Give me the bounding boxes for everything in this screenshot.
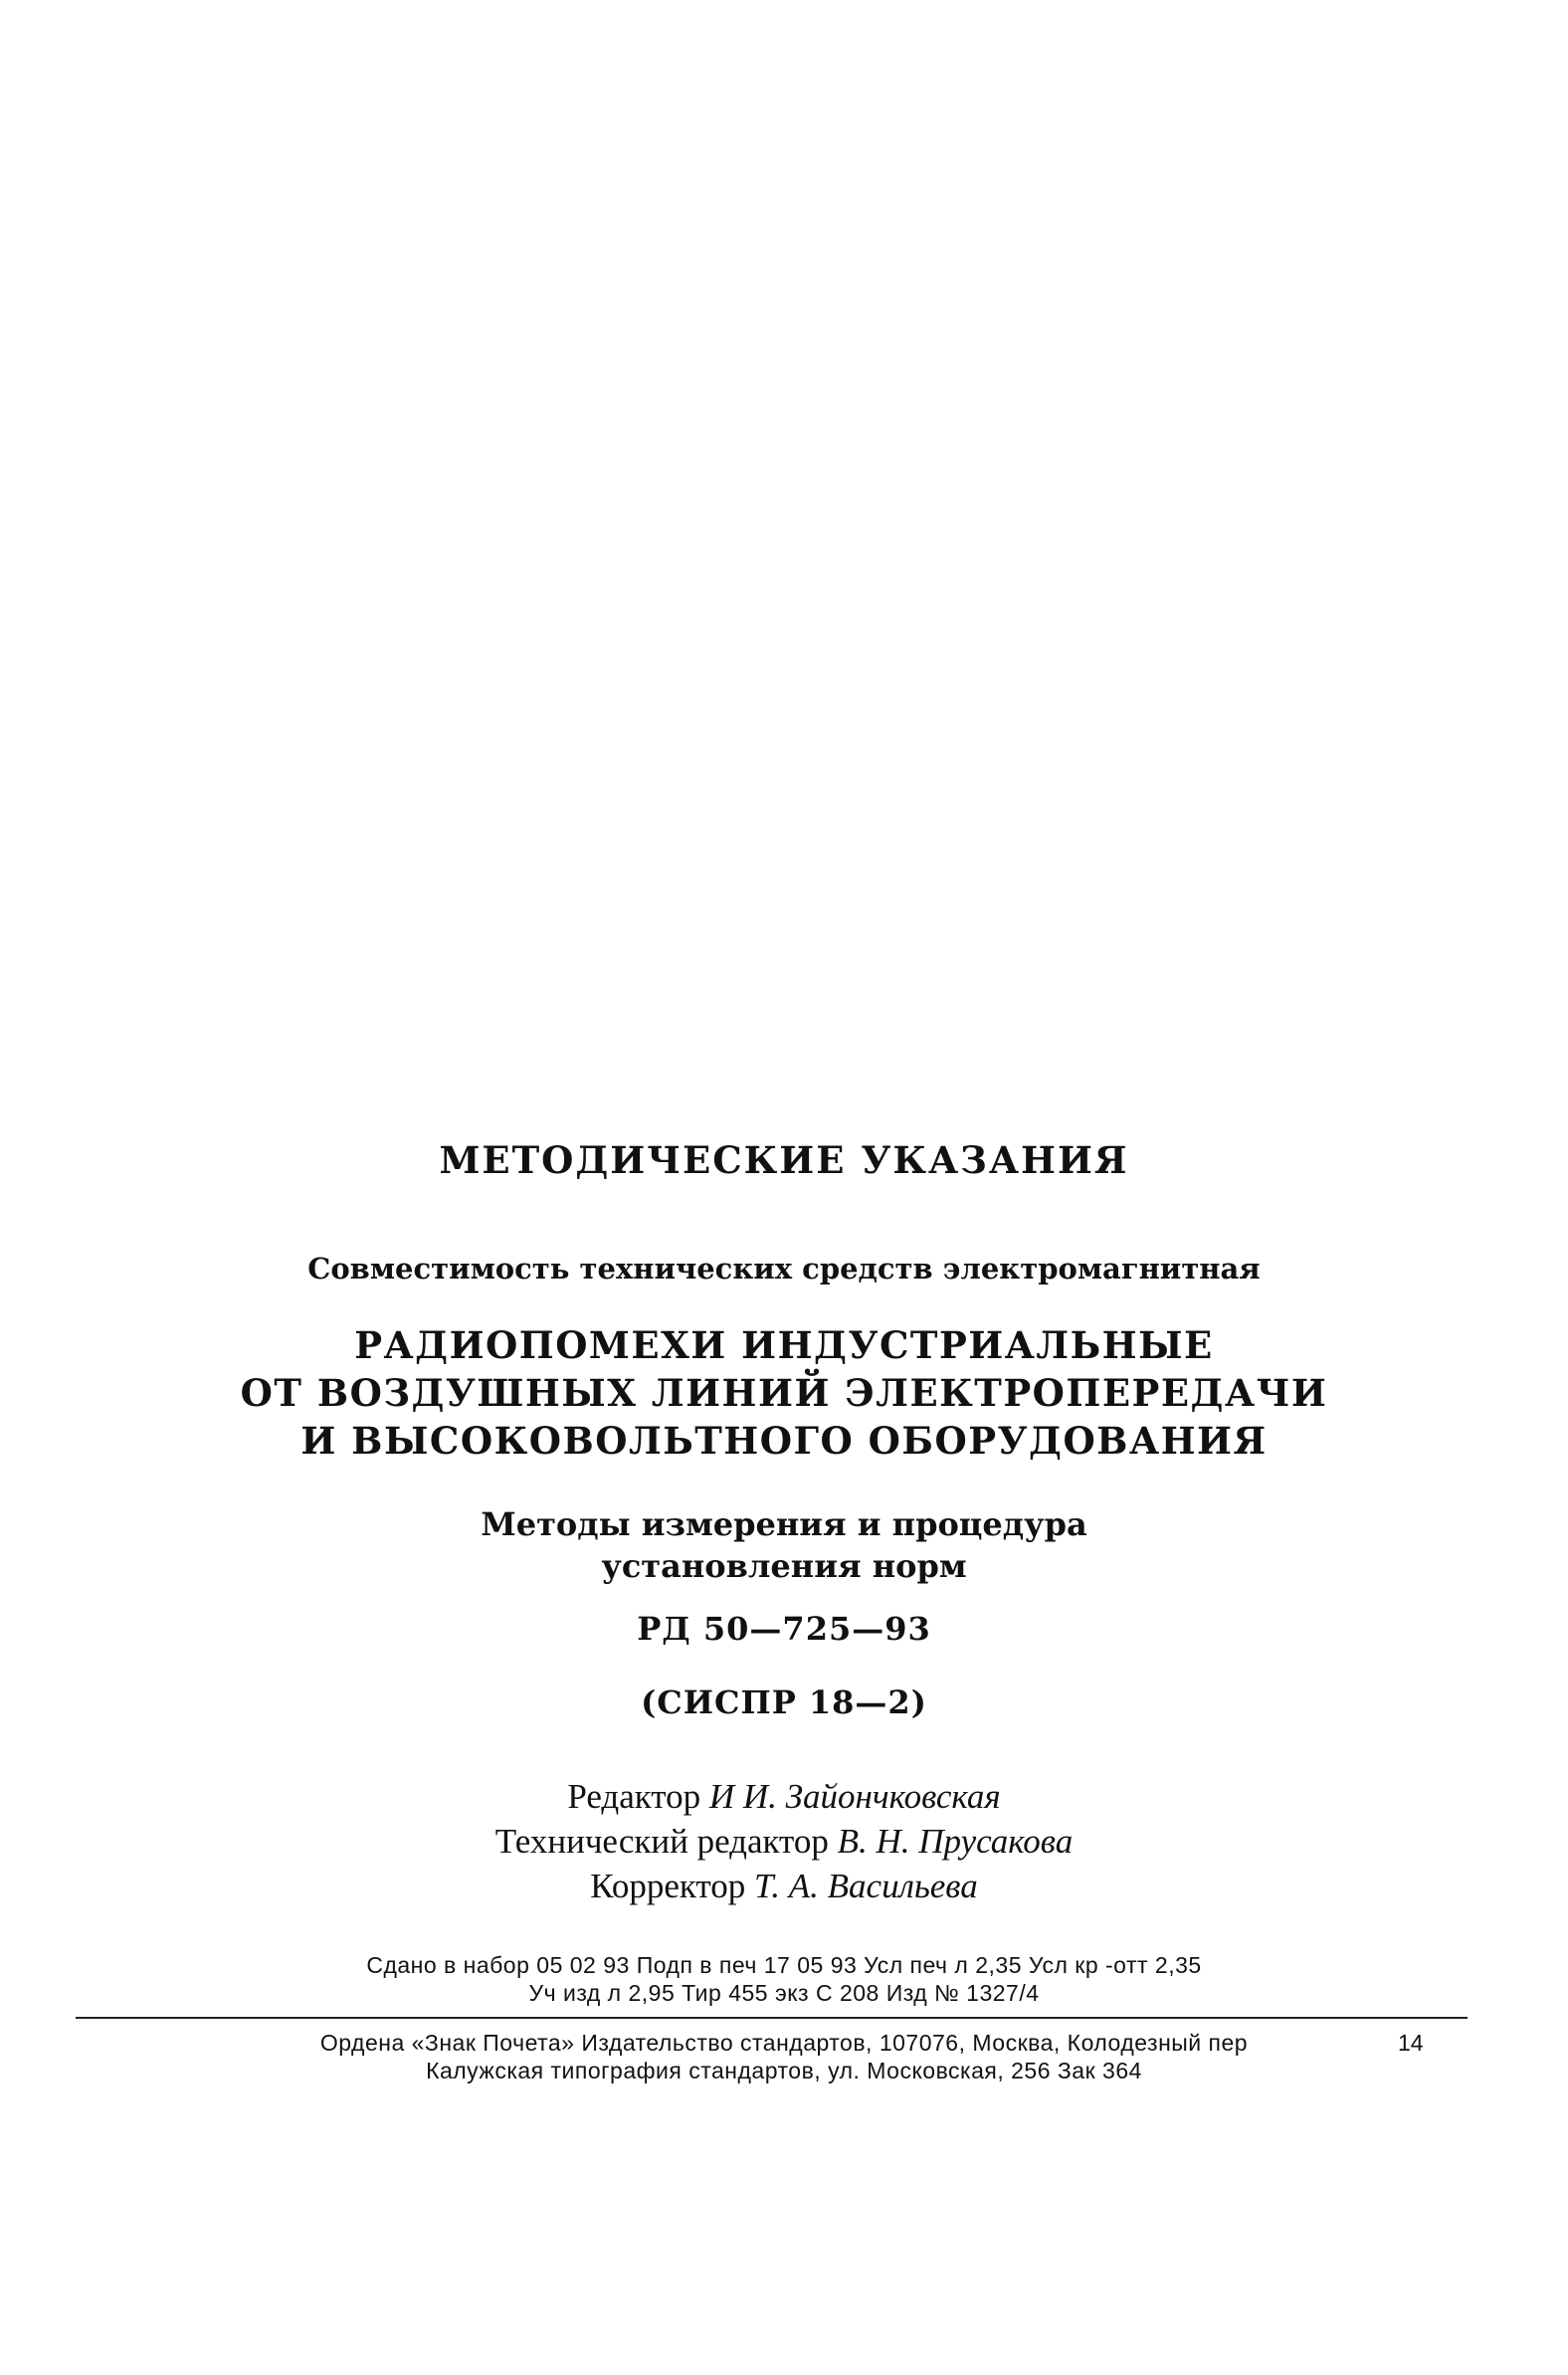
methods-line-1: Методы измерения и процедура	[481, 1505, 1087, 1543]
document-type-title: МЕТОДИЧЕСКИЕ УКАЗАНИЯ	[439, 1138, 1129, 1182]
heading-line-1: РАДИОПОМЕХИ ИНДУСТРИАЛЬНЫЕ	[354, 1323, 1214, 1367]
credit-editor-label: Редактор	[567, 1777, 701, 1816]
credit-proofreader-name: Т. А. Васильева	[754, 1867, 978, 1905]
heading-line-2: ОТ ВОЗДУШНЫХ ЛИНИЙ ЭЛЕКТРОПЕРЕДАЧИ	[240, 1371, 1328, 1415]
credit-editor-name: И И. Зайончковская	[708, 1777, 1001, 1816]
page-number: 14	[1398, 2030, 1424, 2056]
credit-tech-editor-label: Технический редактор	[494, 1822, 829, 1861]
document-subtitle: Совместимость технических средств электромагнитная	[307, 1252, 1261, 1286]
credit-tech-editor	[0, 1822, 1568, 1862]
heading-line-3: И ВЫСОКОВОЛЬТНОГО ОБОРУДОВАНИЯ	[300, 1419, 1268, 1463]
credit-tech-editor-name: В. Н. Прусакова	[837, 1822, 1074, 1861]
methods-line-2: установления норм	[601, 1547, 967, 1585]
cispr-code: (СИСПР 18—2)	[641, 1683, 927, 1721]
publisher-line-1: Ордена «Знак Почета» Издательство стандартов, 107076, Москва, Колодезный пер	[319, 2030, 1249, 2056]
imprint-line-2: Уч изд л 2,95 Тир 455 экз С 208 Изд № 1327/4	[528, 1980, 1040, 2006]
document-code: РД 50—725—93	[637, 1610, 931, 1648]
credit-editor	[0, 1777, 1568, 1817]
credit-proofreader	[0, 1867, 1568, 1906]
imprint-line-1: Сдано в набор 05 02 93 Подп в печ 17 05 93 Усл печ л 2,35 Усл кр -отт 2,35	[366, 1952, 1202, 1978]
publisher-line-2: Калужская типография стандартов, ул. Московская, 256 Зак 364	[426, 2058, 1142, 2083]
divider-rule	[76, 2017, 1468, 2019]
credit-proofreader-label: Корректор	[590, 1867, 746, 1905]
